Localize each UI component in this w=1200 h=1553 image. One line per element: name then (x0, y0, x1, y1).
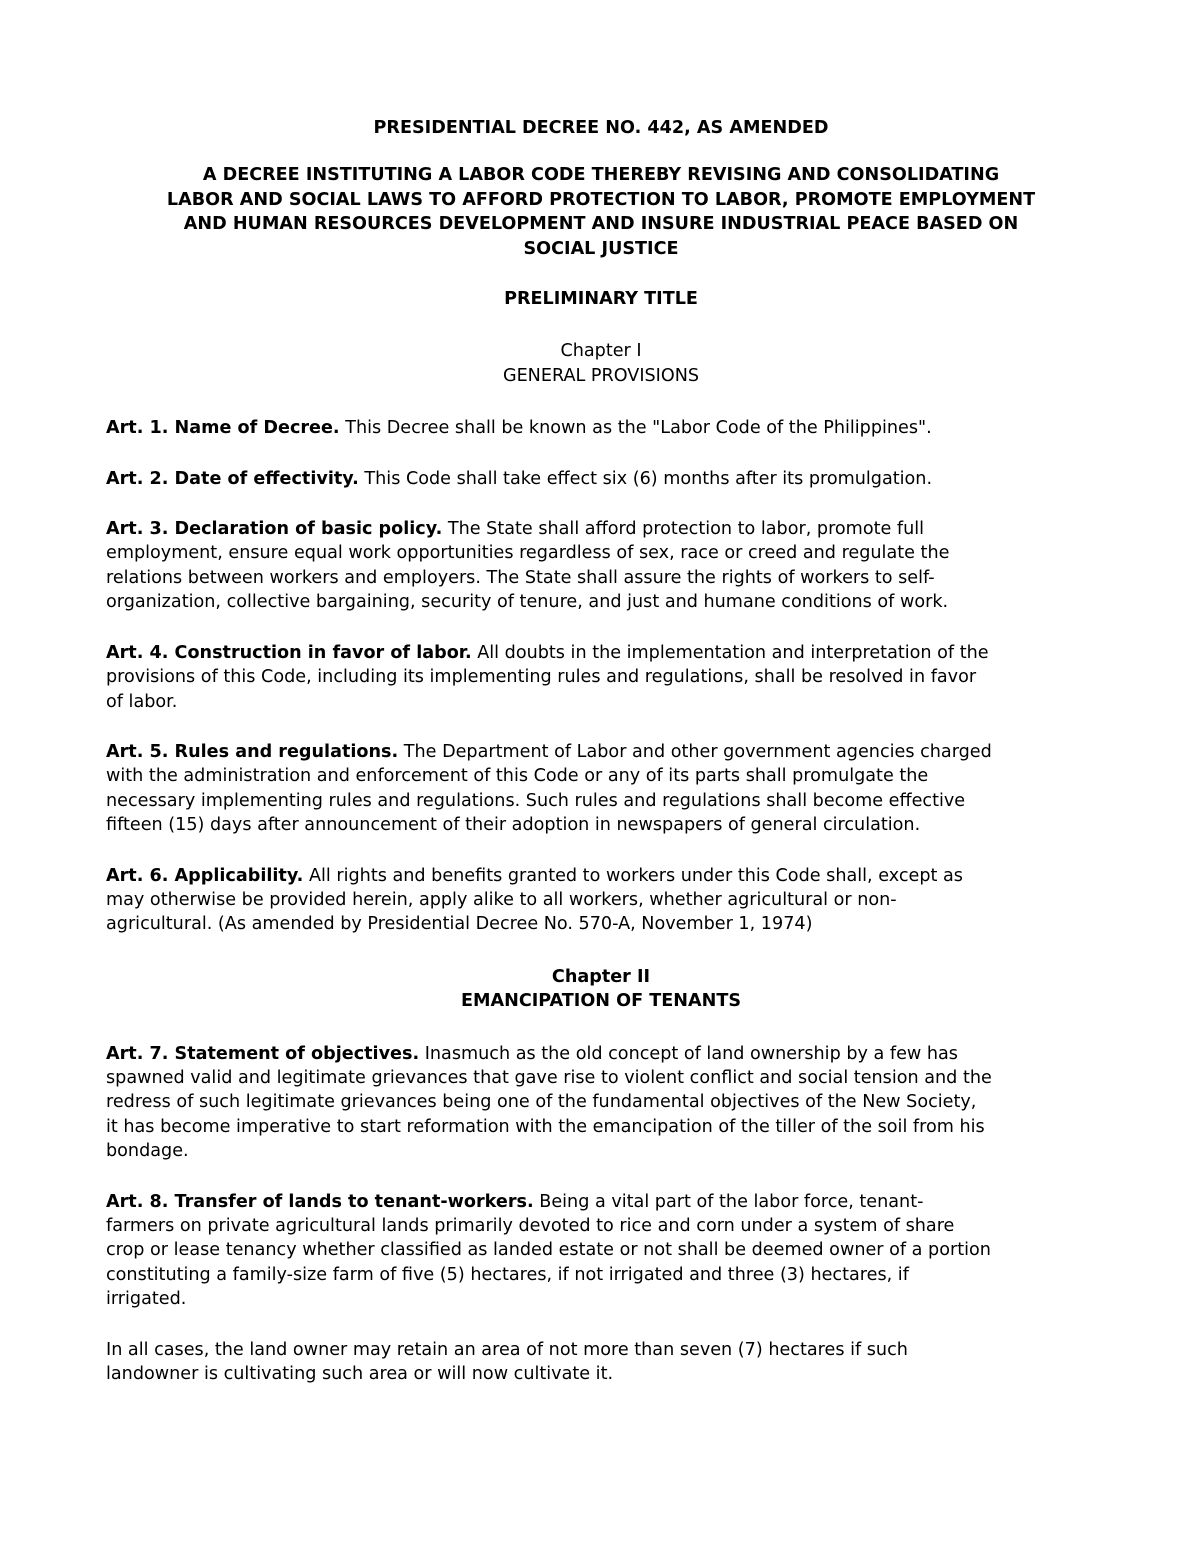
document-page (106, 110, 1096, 1386)
article-heading: Art. 8. Transfer of lands to tenant-workers. (106, 1191, 534, 1212)
article-2 (106, 467, 1096, 491)
article-6 (106, 864, 1096, 937)
article-text: provisions of this Code, including its implementing rules and regulations, shall be resolved in favor (106, 667, 977, 688)
article-text: The Department of Labor and other government agencies charged (403, 741, 992, 762)
article-4 (106, 641, 1096, 714)
article-text: fifteen (15) days after announcement of their adoption in newspapers of general circulation. (106, 815, 921, 836)
article-text: agricultural. (As amended by Presidential Decree No. 570-A, November 1, 1974) (106, 914, 813, 935)
article-heading: Art. 1. Name of Decree. (106, 418, 340, 439)
article-heading: Art. 4. Construction in favor of labor. (106, 642, 472, 663)
article-3 (106, 517, 1096, 615)
article-heading: Art. 5. Rules and regulations. (106, 741, 399, 762)
article-text: necessary implementing rules and regulations. Such rules and regulations shall become effective (106, 790, 966, 811)
article-heading: Art. 7. Statement of objectives. (106, 1043, 420, 1064)
article-text: it has become imperative to start reformation with the emancipation of the tiller of the soil from his (106, 1116, 985, 1137)
article-text: spawned valid and legitimate grievances that gave rise to violent conflict and social tension and the (106, 1067, 992, 1088)
article-text: relations between workers and employers. The State shall assure the rights of workers to self- (106, 567, 935, 588)
article-text: The State shall afford protection to labor, promote full (447, 519, 925, 540)
chapter-heading (106, 339, 1096, 388)
article-text: This Code shall take effect six (6) months after its promulgation. (364, 468, 933, 489)
description-line: A DECREE INSTITUTING A LABOR CODE THEREBY REVISING AND CONSOLIDATING (202, 165, 1000, 186)
description-line: LABOR AND SOCIAL LAWS TO AFFORD PROTECTION TO LABOR, PROMOTE EMPLOYMENT (166, 189, 1036, 210)
article-text: This Decree shall be known as the "Labor Code of the Philippines". (345, 418, 932, 439)
article-text: irrigated. (106, 1289, 187, 1310)
chapter-name: EMANCIPATION OF TENANTS (460, 991, 742, 1012)
description-line: SOCIAL JUSTICE (523, 238, 679, 259)
article-heading: Art. 6. Applicability. (106, 865, 304, 886)
article-text: crop or lease tenancy whether classified as landed estate or not shall be deemed owner of a portion (106, 1240, 991, 1261)
chapter-heading (106, 965, 1096, 1014)
article-text: Being a vital part of the labor force, tenant- (539, 1191, 924, 1212)
article-text: bondage. (106, 1141, 189, 1162)
article-1 (106, 416, 1096, 440)
article-heading: Art. 2. Date of effectivity. (106, 468, 359, 489)
article-text: may otherwise be provided herein, apply alike to all workers, whether agricultural or non- (106, 889, 897, 910)
article-7 (106, 1042, 1096, 1164)
article-text: constituting a family-size farm of five (5) hectares, if not irrigated and three (3) hectares, if (106, 1264, 909, 1285)
chapter-number: Chapter II (551, 966, 651, 987)
article-text: All doubts in the implementation and interpretation of the (477, 642, 989, 663)
article-heading: Art. 3. Declaration of basic policy. (106, 519, 443, 540)
article-text: employment, ensure equal work opportunities regardless of sex, race or creed and regulate the (106, 543, 950, 564)
article-text: redress of such legitimate grievances being one of the fundamental objectives of the New Society, (106, 1092, 977, 1113)
chapter-name: GENERAL PROVISIONS (502, 365, 700, 386)
article-5 (106, 740, 1096, 838)
description-line: AND HUMAN RESOURCES DEVELOPMENT AND INSURE INDUSTRIAL PEACE BASED ON (183, 214, 1019, 235)
article-text: farmers on private agricultural lands primarily devoted to rice and corn under a system of share (106, 1216, 955, 1236)
chapter-number: Chapter I (560, 341, 642, 362)
article-8 (106, 1190, 1096, 1312)
article-text: All rights and benefits granted to workers under this Code shall, except as (308, 865, 963, 886)
paragraph-text: In all cases, the land owner may retain an area of not more than seven (7) hectares if such (106, 1339, 908, 1360)
article-text: Inasmuch as the old concept of land ownership by a few has (424, 1043, 958, 1064)
decree-description (106, 163, 1096, 261)
article-text: with the administration and enforcement of this Code or any of its parts shall promulgate the (106, 766, 929, 787)
document-title: PRESIDENTIAL DECREE NO. 442, AS AMENDED (373, 118, 829, 138)
article-text: of labor. (106, 691, 178, 712)
article-text: organization, collective bargaining, security of tenure, and just and humane conditions of work. (106, 592, 949, 613)
paragraph-text: landowner is cultivating such area or will now cultivate it. (106, 1364, 614, 1385)
closing-paragraph (106, 1338, 1096, 1387)
preliminary-title: PRELIMINARY TITLE (504, 289, 698, 310)
